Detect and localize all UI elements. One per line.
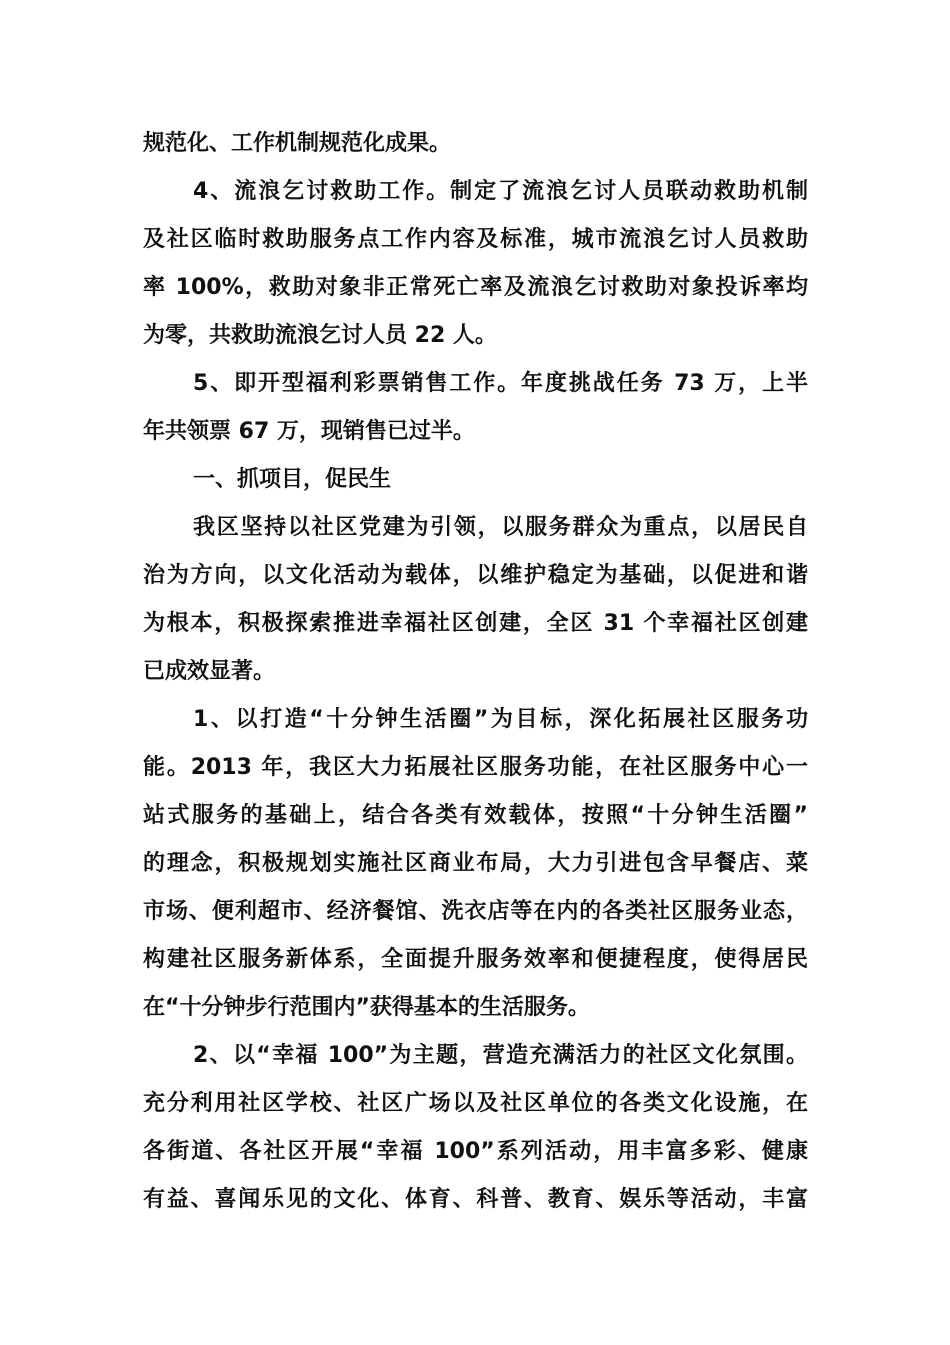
text-line: 已成效显著。 bbox=[143, 659, 276, 684]
text-line: 站式服务的基础上，结合各类有效载体，按照“十分钟生活圈” bbox=[143, 803, 808, 828]
text-line: 及社区临时救助服务点工作内容及标准，城市流浪乞讨人员救助 bbox=[143, 227, 808, 252]
text-line: 有益、喜闻乐见的文化、体育、科普、教育、娱乐等活动，丰富 bbox=[143, 1187, 808, 1212]
text-line: 为根本，积极探索推进幸福社区创建，全区 31 个幸福社区创建 bbox=[143, 611, 808, 636]
paragraph-first-line: 5、即开型福利彩票销售工作。年度挑战任务 73 万，上半 bbox=[193, 371, 808, 396]
text-line: 构建社区服务新体系，全面提升服务效率和便捷程度，使得居民 bbox=[143, 947, 808, 972]
text-line: 规范化、工作机制规范化成果。 bbox=[143, 131, 452, 156]
paragraph-first-line: 2、以“幸福 100”为主题，营造充满活力的社区文化氛围。 bbox=[193, 1043, 808, 1068]
text-line: 的理念，积极规划实施社区商业布局，大力引进包含早餐店、菜 bbox=[143, 851, 808, 876]
text-line: 在“十分钟步行范围内”获得基本的生活服务。 bbox=[143, 995, 590, 1020]
text-line: 市场、便利超市、经济餐馆、洗衣店等在内的各类社区服务业态， bbox=[143, 899, 808, 924]
text-line: 能。2013 年，我区大力拓展社区服务功能，在社区服务中心一 bbox=[143, 755, 808, 780]
paragraph-first-line: 4、流浪乞讨救助工作。制定了流浪乞讨人员联动救助机制 bbox=[193, 179, 808, 204]
text-line: 各街道、各社区开展“幸福 100”系列活动，用丰富多彩、健康 bbox=[143, 1139, 808, 1164]
paragraph-first-line: 1、以打造“十分钟生活圈”为目标，深化拓展社区服务功 bbox=[193, 707, 808, 732]
paragraph-first-line: 我区坚持以社区党建为引领，以服务群众为重点，以居民自 bbox=[193, 515, 808, 540]
section-heading: 一、抓项目，促民生 bbox=[193, 467, 392, 492]
text-line: 率 100%，救助对象非正常死亡率及流浪乞讨救助对象投诉率均 bbox=[143, 275, 808, 300]
text-line: 年共领票 67 万，现销售已过半。 bbox=[143, 419, 475, 444]
text-line: 为零，共救助流浪乞讨人员 22 人。 bbox=[143, 323, 497, 348]
text-line: 治为方向，以文化活动为载体，以维护稳定为基础，以促进和谐 bbox=[143, 563, 808, 588]
text-line: 充分利用社区学校、社区广场以及社区单位的各类文化设施，在 bbox=[143, 1091, 808, 1116]
